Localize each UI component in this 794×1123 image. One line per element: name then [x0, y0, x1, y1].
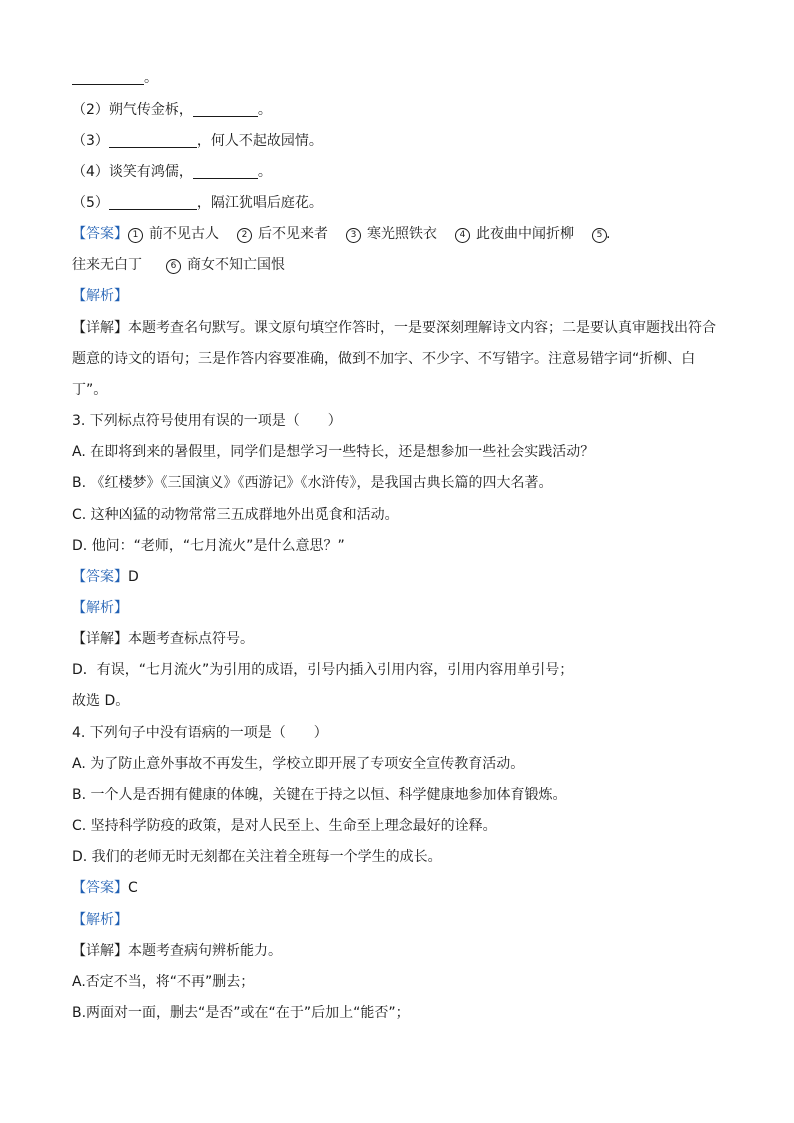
q2-answer-line-2 [72, 255, 722, 275]
q2-detail-line-1: 【详解】本题考查名句默写。课文原句填空作答时，一是要深刻理解诗文内容；二是要认真审题找出符合 [72, 320, 716, 336]
answer-blank [193, 101, 258, 117]
q4-option-d: D. 我们的老师无时无刻都在关注着全班每一个学生的成长。 [72, 849, 442, 865]
answer-item-2: 2 后不见来者 [237, 224, 328, 244]
answer-value: C [128, 880, 138, 896]
answer-item-6: 6 商女不知亡国恨 [166, 257, 285, 273]
answer-item-5-text: 往来无白丁 [72, 257, 142, 273]
answer-label: 【答案】 [72, 880, 128, 896]
q3-option-c: C. 这种凶猛的动物常常三五成群地外出觅食和活动。 [72, 507, 399, 523]
q3-detail: 【详解】本题考查标点符号。 [72, 631, 254, 647]
answer-blank [72, 69, 144, 85]
q2-detail-line-3: 丁”。 [72, 382, 108, 398]
q3-analysis-label: 【解析】 [72, 600, 128, 616]
q2-item-2: （2）朔气传金柝， 。 [72, 102, 272, 118]
q4-explanation-a: A.否定不当，将“不再”删去； [72, 974, 255, 990]
answer-item-4: 4 此夜曲中闻折柳 [455, 224, 574, 244]
q2-detail-line-2: 题意的诗文的语句；三是作答内容要准确，做到不加字、不少字、不写错字。注意易错字词“折柳、白 [72, 351, 696, 367]
q4-detail: 【详解】本题考查病句辨析能力。 [72, 943, 282, 959]
answer-value: D [128, 569, 139, 585]
q4-option-c: C. 坚持科学防疫的政策，是对人民至上、生命至上理念最好的诠释。 [72, 818, 497, 834]
q3-option-d: D. 他问：“老师，“七月流火”是什么意思？” [72, 538, 345, 554]
q4-stem: 4. 下列句子中没有语病的一项是（ ） [72, 725, 328, 741]
answer-blank [109, 194, 197, 210]
q4-option-b: B. 一个人是否拥有健康的体魄，关键在于持之以恒、科学健康地参加体育锻炼。 [72, 787, 567, 803]
q2-item-3: （3） ，何人不起故园情。 [72, 133, 323, 149]
answer-item-1: 1 前不见古人 [128, 224, 219, 244]
answer-label: 【答案】 [72, 226, 128, 242]
answer-item-5-number: 5 [592, 228, 607, 243]
q3-conclusion: 故选 D。 [72, 693, 130, 709]
q4-answer-line [72, 878, 722, 898]
q3-explanation: D．有误，“七月流火”为引用的成语，引号内插入引用内容，引用内容用单引号； [72, 662, 574, 678]
q2-analysis-label: 【解析】 [72, 288, 128, 304]
q3-option-a: A. 在即将到来的暑假里，同学们是想学习一些特长，还是想参加一些社会实践活动？ [72, 444, 595, 460]
q3-stem: 3. 下列标点符号使用有误的一项是（ ） [72, 413, 342, 429]
q3-option-b: B. 《红楼梦》《三国演义》《西游记》《水浒传》，是我国古典长篇的四大名著。 [72, 475, 553, 491]
answer-blank [193, 163, 258, 179]
answer-blank [109, 132, 197, 148]
q4-option-a: A. 为了防止意外事故不再发生，学校立即开展了专项安全宣传教育活动。 [72, 756, 525, 772]
q2-item-5: （5） ，隔江犹唱后庭花。 [72, 195, 323, 211]
q2-item-4: （4）谈笑有鸿儒， 。 [72, 164, 272, 180]
q3-answer-line [72, 567, 722, 587]
q4-explanation-b: B.两面对一面，删去“是否”或在“在于”后加上“能否”； [72, 1005, 410, 1021]
answer-item-3: 3 寒光照铁衣 [346, 224, 437, 244]
answer-label: 【答案】 [72, 569, 128, 585]
q2-continued-blank-line: 。 [72, 68, 722, 88]
q4-analysis-label: 【解析】 [72, 912, 128, 928]
q2-answer-line: 【答案】 1 前不见古人 2 后不见来者 3 寒光照铁衣 4 此夜曲中闻折柳 5 . [72, 226, 611, 242]
